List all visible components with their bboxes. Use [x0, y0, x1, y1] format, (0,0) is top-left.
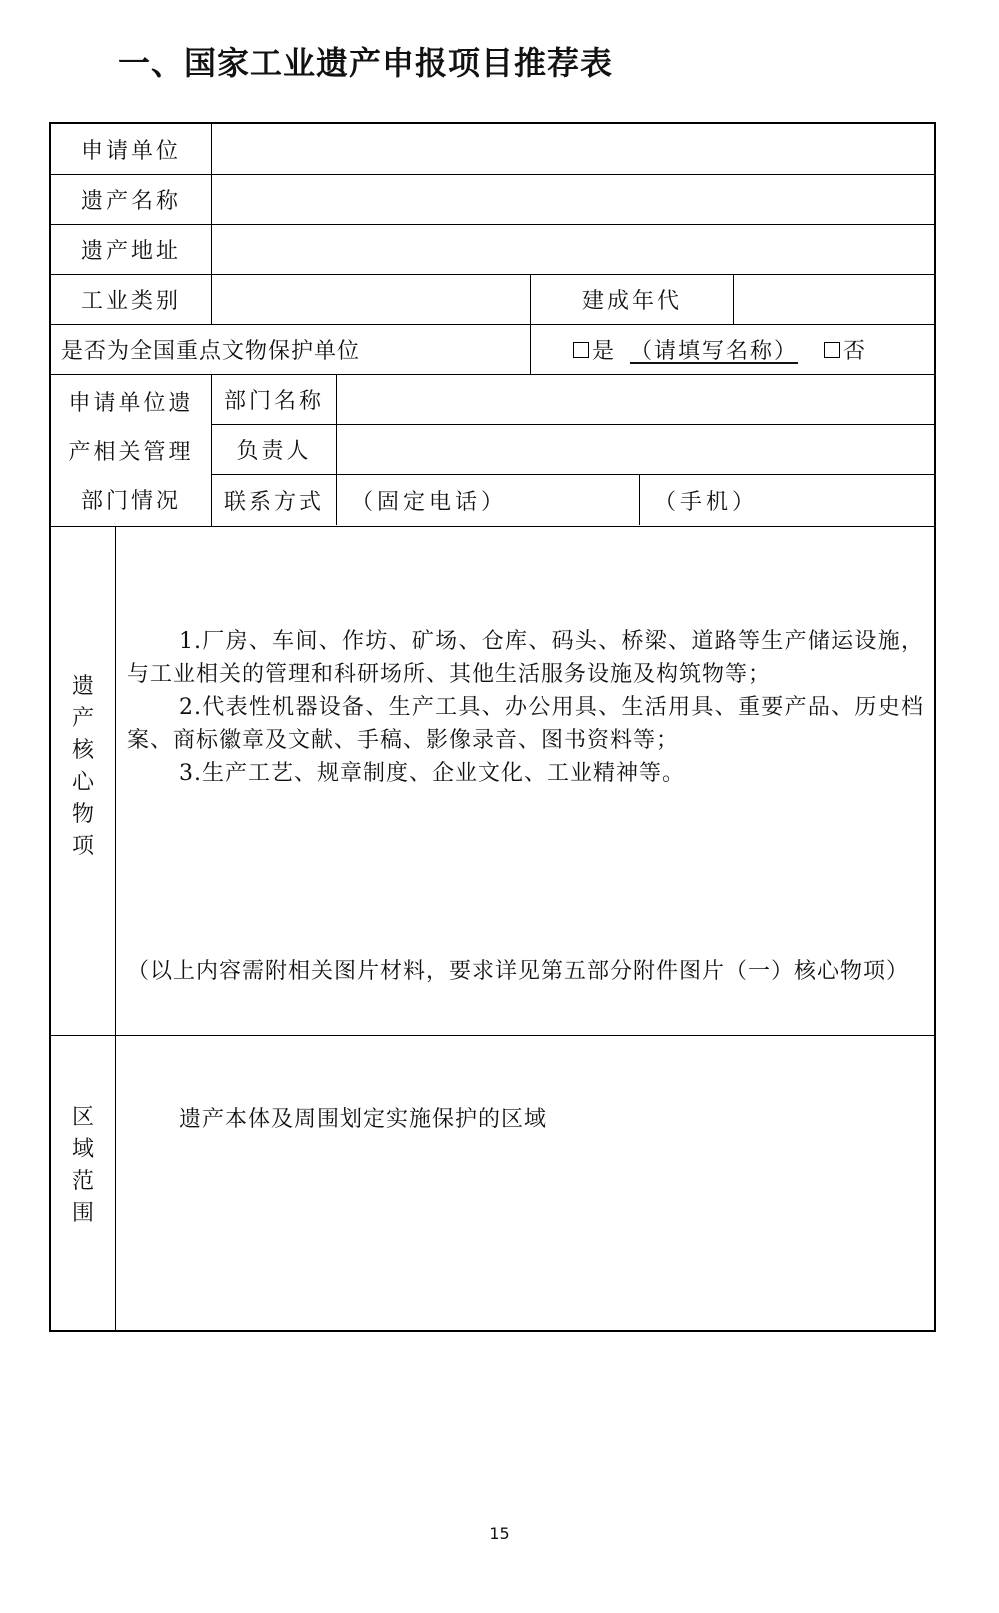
- core-items-section: [51, 527, 934, 1036]
- recommendation-form: [49, 122, 936, 1332]
- person-value[interactable]: [337, 425, 934, 474]
- area-label: [51, 1036, 116, 1330]
- protection-unit-label: 是否为全国重点文物保护单位: [51, 325, 531, 374]
- core-label-char: 心: [71, 770, 94, 795]
- person-row: [212, 425, 934, 475]
- contact-label: 联系方式: [212, 475, 337, 525]
- industry-category-value[interactable]: [212, 275, 531, 324]
- contact-row: [212, 475, 934, 525]
- fill-name-field[interactable]: （请填写名称）: [630, 339, 799, 364]
- core-label-char: 物: [71, 802, 94, 827]
- core-label-char: 核: [71, 738, 94, 763]
- applicant-label: 申请单位: [51, 124, 212, 174]
- page-number: 15: [489, 1524, 510, 1543]
- management-label-line2: 产相关管理: [68, 440, 194, 465]
- no-label: 否: [843, 339, 866, 364]
- mobile-field[interactable]: （手机）: [654, 489, 759, 515]
- build-era-label: 建成年代: [531, 275, 734, 324]
- heritage-address-value[interactable]: [212, 225, 934, 274]
- person-label: 负责人: [212, 425, 337, 474]
- area-content[interactable]: [116, 1036, 934, 1330]
- area-description: 遗产本体及周围划定实施保护的区域: [179, 1107, 548, 1132]
- list-item: 1.厂房、车间、作坊、矿场、仓库、码头、桥梁、道路等生产储运设施，与工业相关的管理和科研场所、其他生活服务设施及构筑物等；: [127, 629, 924, 687]
- area-label-char: 区: [71, 1105, 94, 1130]
- protection-unit-options: [531, 325, 934, 374]
- area-label-char: 域: [71, 1137, 94, 1162]
- management-section: [51, 375, 934, 527]
- category-row: [51, 275, 934, 325]
- list-item: 3.生产工艺、规章制度、企业文化、工业精神等。: [179, 761, 685, 786]
- page-title: 一、国家工业遗产申报项目推荐表: [118, 44, 614, 82]
- area-label-char: 范: [71, 1169, 94, 1194]
- no-checkbox[interactable]: [824, 342, 840, 358]
- area-label-char: 围: [71, 1201, 94, 1226]
- build-era-value[interactable]: [734, 275, 934, 324]
- core-items-content[interactable]: [116, 527, 934, 1035]
- heritage-name-label: 遗产名称: [51, 175, 212, 224]
- area-section: [51, 1036, 934, 1330]
- yes-checkbox[interactable]: [573, 342, 589, 358]
- dept-name-label: 部门名称: [212, 375, 337, 424]
- heritage-address-label: 遗产地址: [51, 225, 212, 274]
- applicant-row: [51, 124, 934, 175]
- core-items-list: [127, 625, 924, 790]
- applicant-value[interactable]: [212, 124, 934, 174]
- management-fields: [212, 375, 934, 526]
- dept-name-row: [212, 375, 934, 425]
- core-label-char: 遗: [71, 674, 94, 699]
- yes-label: 是: [592, 339, 615, 364]
- list-item: 2.代表性机器设备、生产工具、办公用具、生活用具、重要产品、历史档案、商标徽章及文献、手稿、影像录音、图书资料等；: [127, 695, 924, 753]
- core-label-char: 产: [71, 706, 94, 731]
- heritage-name-row: [51, 175, 934, 225]
- management-label-line1: 申请单位遗: [68, 391, 194, 416]
- industry-category-label: 工业类别: [51, 275, 212, 324]
- dept-name-value[interactable]: [337, 375, 934, 424]
- management-label-line3: 部门情况: [80, 489, 181, 514]
- heritage-name-value[interactable]: [212, 175, 934, 224]
- management-label: [51, 375, 212, 526]
- protection-unit-row: [51, 325, 934, 375]
- core-items-note: （以上内容需附相关图片材料，要求详见第五部分附件图片（一）核心物项）: [127, 959, 910, 984]
- core-label-char: 项: [71, 834, 94, 859]
- landline-field[interactable]: （固定电话）: [337, 475, 640, 525]
- heritage-address-row: [51, 225, 934, 275]
- core-items-label: [51, 527, 116, 1035]
